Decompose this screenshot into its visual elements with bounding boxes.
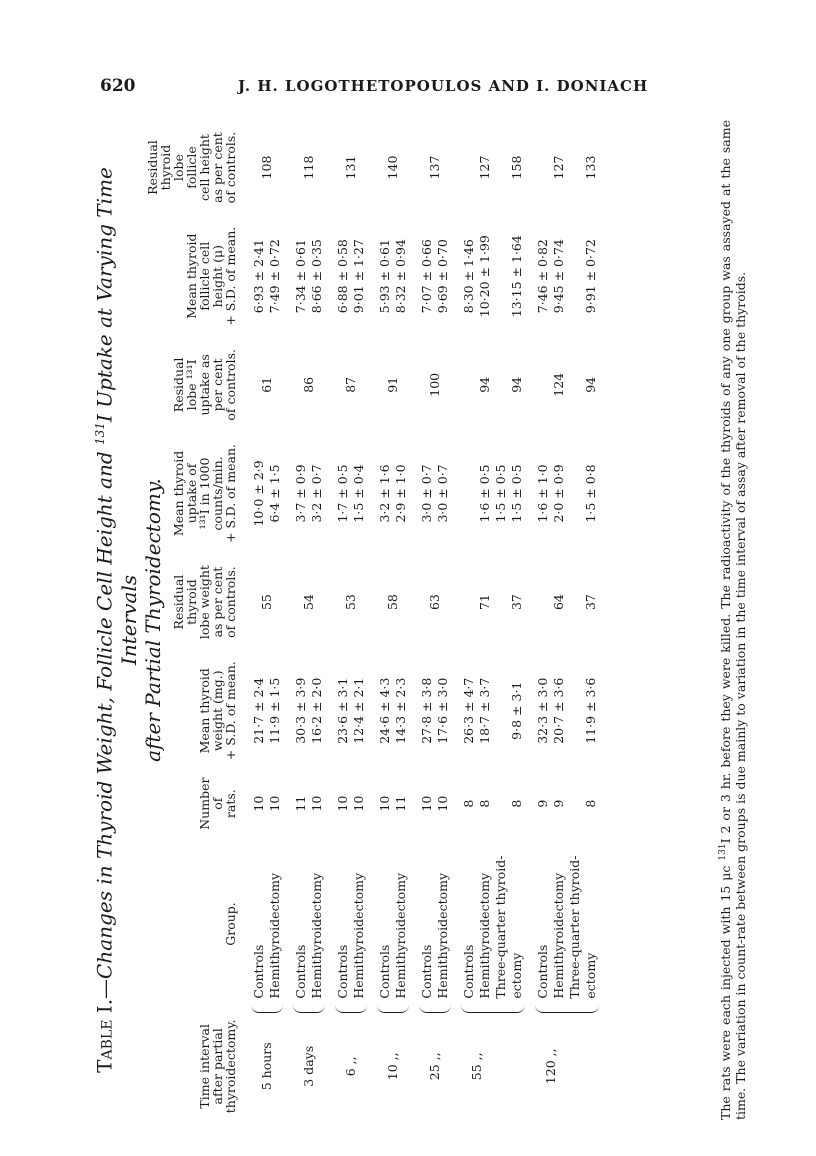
height-cell: [325, 215, 367, 337]
cell-line: [567, 124, 583, 211]
cell-line: Hemithyroidectomy: [267, 872, 282, 999]
cell-line: 127: [551, 155, 566, 180]
cell-line: 1·7 ± 0·5: [335, 464, 350, 523]
cell-line: ectomy: [583, 952, 598, 999]
cell-line: 24·6 ± 4·3: [377, 677, 392, 744]
group-cell: [451, 835, 525, 1012]
column-header: [146, 432, 241, 554]
cell-line: 137: [427, 155, 442, 180]
cell-line: 1·6 ± 1·0: [535, 464, 550, 523]
cell-line: 11·9 ± 1·5: [267, 677, 282, 744]
cell-line: [535, 124, 551, 211]
cell-line: [493, 654, 509, 768]
interval-label: 3 days: [301, 1045, 316, 1087]
column-header-line: of controls.: [223, 566, 238, 638]
cell-line: 108: [259, 155, 274, 180]
interval-label: 55 ,,: [469, 1052, 484, 1081]
cell-line: 7·34 ± 0·61: [293, 239, 308, 314]
column-header-line: Residual: [171, 357, 186, 413]
number-cell: [283, 772, 325, 836]
table-header-row: [146, 120, 241, 1120]
cell-line: Controls: [293, 944, 308, 999]
column-header-line: Number: [197, 777, 212, 830]
cell-line: Hemithyroidectomy: [393, 872, 408, 999]
uptake-pct-cell: [451, 337, 525, 432]
column-header: [146, 215, 241, 337]
footnote-part-b: I 2 or 3 hr. before they were killed. The radioactivity of the thyroids of any one group was assayed at the same time. The variation in count-rate between groups is due mainly to variation in the time interval of assay after removal of the thyroids.: [718, 119, 749, 1120]
running-title: J. H. LOGOTHETOPOULOS AND I. DONIACH: [238, 77, 649, 95]
interval-cell: [325, 1013, 367, 1120]
footnote-part-a: The rats were each injected with 15 μc: [718, 860, 734, 1120]
cell-line: Hemithyroidectomy: [477, 872, 492, 999]
column-header-line: cell height: [197, 134, 212, 201]
column-header-line: lobe: [171, 154, 186, 181]
column-header-line: Mean thyroid: [197, 668, 212, 754]
cell-line: 3·0 ± 0·7: [419, 464, 434, 523]
table-body: [241, 120, 599, 1120]
group-brace: [251, 1004, 283, 1013]
column-header-line: + S.D. of mean.: [223, 226, 238, 326]
cell-line: 8: [461, 799, 476, 808]
weight-cell: [525, 650, 599, 772]
cell-line: 64: [551, 594, 566, 611]
cell-line: 8: [583, 799, 598, 808]
cell-line: 27·8 ± 3·8: [419, 677, 434, 744]
interval-cell: [451, 1013, 525, 1120]
column-header: [146, 1013, 241, 1120]
cell-line: 10: [309, 795, 324, 812]
data-table: [146, 120, 599, 1120]
cell-line: 11: [393, 795, 408, 812]
cell-line: 127: [477, 155, 492, 180]
cell-line: 9·69 ± 0·70: [435, 239, 450, 314]
column-header-line: of controls.: [223, 131, 238, 204]
cell-line: [461, 341, 477, 428]
cell-line: [567, 341, 583, 428]
table-row: [283, 120, 325, 1120]
cell-line: 87: [343, 376, 358, 393]
cell-line: [567, 436, 583, 550]
rotated-table-block: [88, 120, 778, 1120]
group-cell: [525, 835, 599, 1012]
cell-line: 10: [377, 795, 392, 812]
cell-line: 10: [251, 795, 266, 812]
cell-line: 94: [509, 376, 524, 393]
column-header-line: + S.D. of mean.: [223, 444, 238, 543]
cell-line: Hemithyroidectomy: [351, 872, 366, 999]
cell-line: [461, 436, 477, 550]
cell-line: 100: [427, 372, 442, 397]
cell-line: [567, 219, 583, 333]
weight-cell: [241, 650, 283, 772]
weight-pct-cell: [525, 555, 599, 650]
height-pct-cell: [525, 120, 599, 215]
group-brace: [535, 1004, 599, 1013]
group-cell: [409, 835, 451, 1012]
weight-pct-cell: [451, 555, 525, 650]
cell-line: 3·0 ± 0·7: [435, 464, 450, 523]
column-header-line: uptake as: [197, 354, 212, 416]
column-header-line: Residual: [145, 140, 160, 195]
cell-line: Controls: [535, 944, 550, 999]
cell-line: Controls: [335, 944, 350, 999]
cell-line: 61: [259, 376, 274, 393]
column-header-line: follicle cell: [197, 241, 212, 311]
column-header-line: Group.: [223, 902, 238, 946]
weight-cell: [283, 650, 325, 772]
group-cell: [325, 835, 367, 1012]
cell-line: 17·6 ± 3·0: [435, 677, 450, 744]
cell-line: 10: [267, 795, 282, 812]
table-title-part1: —Changes in Thyroid Weight, Follicle Cell Height and: [92, 444, 117, 999]
uptake-pct-cell: [325, 337, 367, 432]
cell-line: 12·4 ± 2·1: [351, 677, 366, 744]
cell-line: 8·30 ± 1·46: [461, 239, 476, 314]
uptake-cell: [367, 432, 409, 554]
cell-line: 7·46 ± 0·82: [535, 239, 550, 314]
cell-line: 10: [351, 795, 366, 812]
column-header-line: + S.D. of mean.: [223, 661, 238, 761]
cell-line: 1·6 ± 0·5: [477, 464, 492, 523]
cell-line: [535, 559, 551, 646]
cell-line: Controls: [461, 944, 476, 999]
cell-line: 2·0 ± 0·9: [551, 464, 566, 523]
interval-cell: [525, 1013, 599, 1120]
group-cell: [283, 835, 325, 1012]
cell-line: 1·5 ± 0·5: [509, 464, 524, 523]
group-brace: [419, 1004, 451, 1013]
cell-line: 54: [301, 594, 316, 611]
cell-line: 7·07 ± 0·66: [419, 239, 434, 314]
cell-line: 32·3 ± 3·0: [535, 677, 550, 744]
cell-line: [461, 559, 477, 646]
height-cell: [409, 215, 451, 337]
interval-cell: [241, 1013, 283, 1120]
cell-line: 140: [385, 155, 400, 180]
height-pct-cell: [283, 120, 325, 215]
cell-line: [567, 776, 583, 832]
column-header-line: of: [210, 797, 225, 810]
cell-line: Hemithyroidectomy: [435, 872, 450, 999]
uptake-cell: [409, 432, 451, 554]
column-header-line: thyroid: [158, 144, 173, 191]
uptake-cell: [325, 432, 367, 554]
weight-pct-cell: [325, 555, 367, 650]
height-pct-cell: [409, 120, 451, 215]
interval-cell: [283, 1013, 325, 1120]
height-cell: [367, 215, 409, 337]
height-pct-cell: [367, 120, 409, 215]
uptake-pct-cell: [241, 337, 283, 432]
cell-line: 94: [583, 376, 598, 393]
cell-line: [567, 559, 583, 646]
cell-line: 8: [477, 799, 492, 808]
group-brace: [377, 1004, 409, 1013]
cell-line: Controls: [251, 944, 266, 999]
cell-line: 9·01 ± 1·27: [351, 239, 366, 314]
weight-pct-cell: [283, 555, 325, 650]
table-wrap: [146, 120, 599, 1120]
table-row: [409, 120, 451, 1120]
cell-line: Hemithyroidectomy: [309, 872, 324, 999]
cell-line: 124: [551, 372, 566, 397]
weight-pct-cell: [241, 555, 283, 650]
height-pct-cell: [451, 120, 525, 215]
column-header-line: rats.: [223, 789, 238, 819]
column-header: [146, 337, 241, 432]
table-title-isotope: 131: [93, 422, 107, 445]
cell-line: Controls: [419, 944, 434, 999]
height-cell: [283, 215, 325, 337]
column-header: [146, 650, 241, 772]
cell-line: 3·2 ± 0·7: [309, 464, 324, 523]
weight-cell: [451, 650, 525, 772]
cell-line: 131: [343, 155, 358, 180]
cell-line: 10·0 ± 2·9: [251, 460, 266, 527]
column-header-line: thyroidectomy.: [223, 1019, 238, 1114]
column-header-line: uptake of: [184, 463, 199, 524]
cell-line: 13·15 ± 1·64: [509, 235, 524, 318]
cell-line: 71: [477, 594, 492, 611]
column-header-line: Time interval: [197, 1024, 212, 1109]
cell-line: Hemithyroidectomy: [551, 872, 566, 999]
cell-line: 26·3 ± 4·7: [461, 677, 476, 744]
cell-line: 20·7 ± 3·6: [551, 677, 566, 744]
column-header-line: after partial: [210, 1028, 225, 1105]
column-header-line: height (μ): [210, 245, 225, 308]
table-title-line2: after Partial Thyroidectomy.: [140, 478, 165, 762]
cell-line: [461, 124, 477, 211]
cell-line: 118: [301, 155, 316, 180]
cell-line: [493, 341, 509, 428]
cell-line: 10: [435, 795, 450, 812]
table-label: Table I.: [92, 998, 117, 1073]
cell-line: 1·5 ± 0·5: [493, 464, 508, 523]
cell-line: 16·2 ± 2·0: [309, 677, 324, 744]
cell-line: 91: [385, 376, 400, 393]
cell-line: 158: [509, 155, 524, 180]
cell-line: 6·4 ± 1·5: [267, 464, 282, 523]
interval-label: 6 ,,: [343, 1056, 358, 1077]
cell-line: 11: [293, 795, 308, 812]
weight-pct-cell: [367, 555, 409, 650]
column-header-line: weight (mg.): [210, 670, 225, 752]
cell-line: 6·93 ± 2·41: [251, 239, 266, 314]
interval-label: 25 ,,: [427, 1052, 442, 1081]
cell-line: 10: [335, 795, 350, 812]
column-header-line: per cent: [210, 358, 225, 412]
number-cell: [241, 772, 283, 836]
uptake-cell: [283, 432, 325, 554]
column-header-line: lobe weight: [197, 565, 212, 640]
cell-line: 14·3 ± 2·3: [393, 677, 408, 744]
cell-line: 5·93 ± 0·61: [377, 239, 392, 314]
interval-cell: [409, 1013, 451, 1120]
cell-line: 53: [343, 594, 358, 611]
weight-cell: [409, 650, 451, 772]
cell-line: [493, 124, 509, 211]
cell-line: Three-quarter thyroid-: [567, 855, 582, 999]
cell-line: 9·91 ± 0·72: [583, 239, 598, 314]
cell-line: 58: [385, 594, 400, 611]
column-header-line: Mean thyroid: [184, 233, 199, 319]
cell-line: 37: [583, 594, 598, 611]
height-pct-cell: [241, 120, 283, 215]
cell-line: 9·45 ± 0·74: [551, 239, 566, 314]
cell-line: 23·6 ± 3·1: [335, 677, 350, 744]
cell-line: 7·49 ± 0·72: [267, 239, 282, 314]
cell-line: 18·7 ± 3·7: [477, 677, 492, 744]
cell-line: Three-quarter thyroid-: [493, 855, 508, 999]
group-brace: [335, 1004, 367, 1013]
cell-line: 86: [301, 376, 316, 393]
cell-line: 63: [427, 594, 442, 611]
number-cell: [409, 772, 451, 836]
footnote-isotope: 131: [718, 843, 728, 861]
cell-line: [493, 776, 509, 832]
cell-line: 3·2 ± 1·6: [377, 464, 392, 523]
height-pct-cell: [325, 120, 367, 215]
cell-line: 1·5 ± 0·8: [583, 464, 598, 523]
interval-label: 120 ,,: [543, 1048, 558, 1085]
group-cell: [367, 835, 409, 1012]
column-header-line: lobe ¹³¹I: [184, 359, 199, 411]
column-header: [146, 120, 241, 215]
height-cell: [525, 215, 599, 337]
interval-cell: [367, 1013, 409, 1120]
cell-line: [567, 654, 583, 768]
table-footnote: [716, 120, 748, 1120]
weight-cell: [325, 650, 367, 772]
uptake-pct-cell: [367, 337, 409, 432]
column-header-line: counts/min.: [210, 456, 225, 531]
group-brace: [461, 1004, 525, 1013]
cell-line: 37: [509, 594, 524, 611]
uptake-cell: [451, 432, 525, 554]
column-header-line: Mean thyroid: [171, 450, 186, 537]
cell-line: 21·7 ± 2·4: [251, 677, 266, 744]
weight-pct-cell: [409, 555, 451, 650]
table-row: [241, 120, 283, 1120]
cell-line: [493, 219, 509, 333]
uptake-cell: [525, 432, 599, 554]
cell-line: 3·7 ± 0·9: [293, 464, 308, 523]
cell-line: 8·32 ± 0·94: [393, 239, 408, 314]
cell-line: Controls: [377, 944, 392, 999]
number-cell: [525, 772, 599, 836]
number-cell: [325, 772, 367, 836]
column-header-line: as per cent: [210, 566, 225, 638]
cell-line: 94: [477, 376, 492, 393]
cell-line: 11·9 ± 3·6: [583, 677, 598, 744]
cell-line: 8·66 ± 0·35: [309, 239, 324, 314]
cell-line: ectomy: [509, 952, 524, 999]
interval-label: 10 ,,: [385, 1052, 400, 1081]
uptake-pct-cell: [283, 337, 325, 432]
column-header-line: of controls.: [223, 349, 238, 421]
cell-line: 2·9 ± 1·0: [393, 464, 408, 523]
table-row: [367, 120, 409, 1120]
cell-line: 6·88 ± 0·58: [335, 239, 350, 314]
cell-line: 30·3 ± 3·9: [293, 677, 308, 744]
group-cell: [241, 835, 283, 1012]
interval-label: 5 hours: [259, 1042, 274, 1091]
column-header: [146, 835, 241, 1012]
table-row: [525, 120, 599, 1120]
page-number: 620: [100, 76, 136, 96]
cell-line: 8: [509, 799, 524, 808]
table-row: [451, 120, 525, 1120]
height-cell: [241, 215, 283, 337]
number-cell: [451, 772, 525, 836]
cell-line: 9: [551, 799, 566, 808]
height-cell: [451, 215, 525, 337]
cell-line: 1·5 ± 0·4: [351, 464, 366, 523]
table-title-part2: I Uptake at Varying Time Intervals: [92, 167, 141, 666]
cell-line: 55: [259, 594, 274, 611]
uptake-pct-cell: [525, 337, 599, 432]
number-cell: [367, 772, 409, 836]
table-row: [325, 120, 367, 1120]
cell-line: 10: [419, 795, 434, 812]
cell-line: 10·20 ± 1·99: [477, 235, 492, 318]
uptake-pct-cell: [409, 337, 451, 432]
uptake-cell: [241, 432, 283, 554]
column-header-line: thyroid: [184, 579, 199, 625]
cell-line: 133: [583, 155, 598, 180]
column-header-line: ¹³¹I in 1000: [197, 457, 212, 530]
column-header-line: follicle: [184, 146, 199, 189]
column-header-line: as per cent: [210, 132, 225, 203]
cell-line: 9·8 ± 3·1: [509, 681, 524, 740]
weight-cell: [367, 650, 409, 772]
cell-line: [535, 341, 551, 428]
cell-line: 9: [535, 799, 550, 808]
column-header: [146, 772, 241, 836]
cell-line: [493, 559, 509, 646]
column-header-line: Residual: [171, 574, 186, 630]
column-header: [146, 555, 241, 650]
group-brace: [293, 1004, 325, 1013]
